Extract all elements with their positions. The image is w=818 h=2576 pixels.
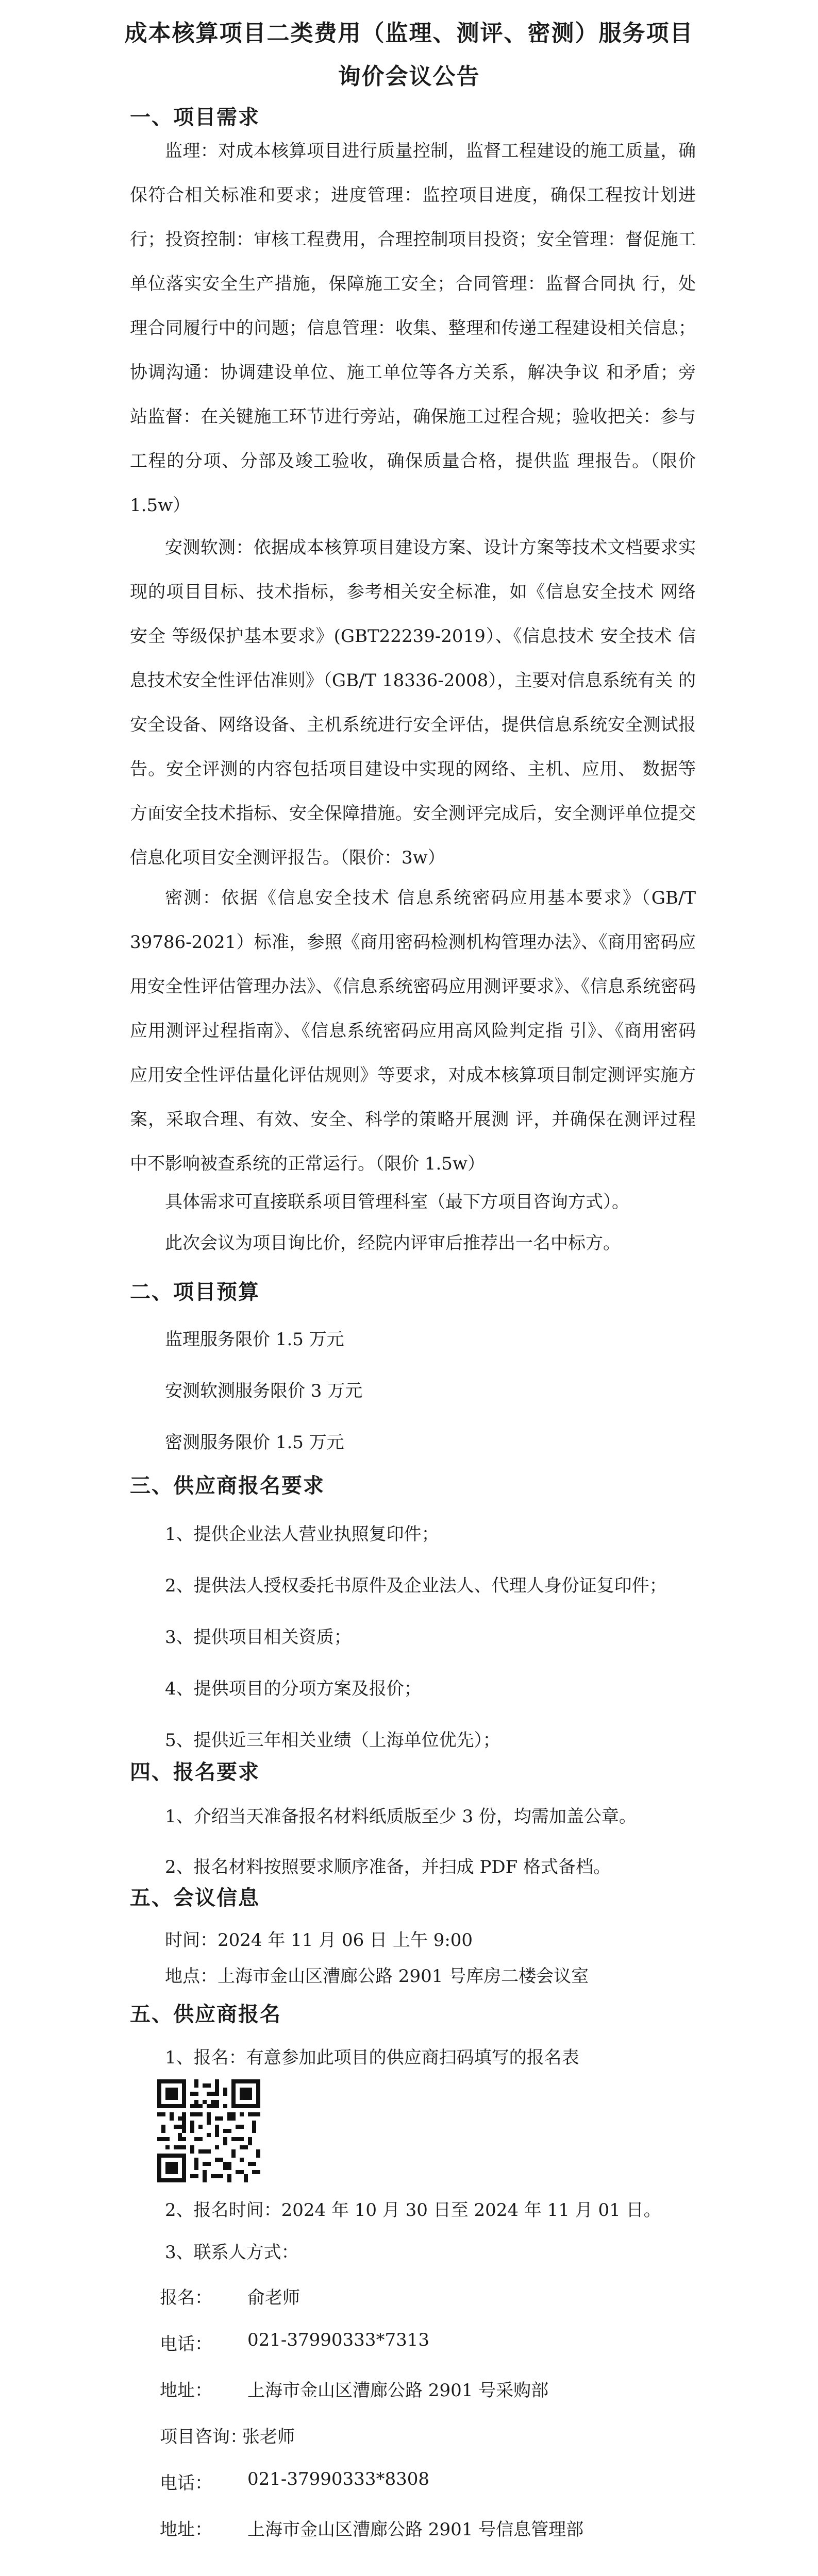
contact-heading: 3、联系人方式： bbox=[165, 2242, 299, 2263]
requirement-item: 1、提供企业法人营业执照复印件； bbox=[165, 1524, 439, 1545]
paragraph-selection-note: 此次会议为项目询比价，经院内评审后推荐出一名中标方。 bbox=[165, 1233, 621, 1253]
section-heading-supplier-registration: 五、供应商报名 bbox=[130, 2002, 281, 2026]
budget-item-crypto-testing: 密测服务限价 1.5 万元 bbox=[165, 1432, 344, 1453]
contact-value-phone: 021-37990333*7313 bbox=[247, 2330, 429, 2350]
meeting-time: 时间：2024 年 11 月 06 日 上午 9:00 bbox=[165, 1930, 473, 1951]
contact-label-phone: 电话： bbox=[160, 2473, 212, 2494]
section-heading-registration-requirements: 四、报名要求 bbox=[130, 1760, 260, 1784]
requirement-item: 4、提供项目的分项方案及报价； bbox=[165, 1679, 422, 1699]
budget-item-security-testing: 安测软测服务限价 3 万元 bbox=[165, 1381, 363, 1401]
section-heading-supplier-requirements: 三、供应商报名要求 bbox=[130, 1473, 325, 1498]
paragraph-crypto-testing: 密测：依据《信息安全技术 信息系统密码应用基本要求》（GB/T 39786-2021）标准，参照《商用密码检测机构管理办法》、《商用密码应 用安全性评估管理办法》、《信息系统密码应用测评要求》、《信息系统密码应用测评过程指南》、《信息系统密码应用高风险判定指 引》、《商用密码应用安全性评估量化评估规则》等要求，对成本核算项目制定测评实施方案，采取合理、有效、安全、科学的策略开展测 评，并确保在测评过程中不影响被查系统的正常运行。（限价 1.5w） bbox=[130, 888, 696, 1174]
requirement-item: 3、提供项目相关资质； bbox=[165, 1627, 352, 1648]
section-heading-meeting-info: 五、会议信息 bbox=[130, 1886, 260, 1910]
title-line-2: 询价会议公告 bbox=[338, 63, 480, 90]
registration-instruction: 1、报名：有意参加此项目的供应商扫码填写的报名表 bbox=[165, 2047, 579, 2068]
contact-value-phone: 021-37990333*8308 bbox=[247, 2469, 429, 2489]
registration-requirement-item: 1、介绍当天准备报名材料纸质版至少 3 份，均需加盖公章。 bbox=[165, 1806, 637, 1827]
budget-item-supervision: 监理服务限价 1.5 万元 bbox=[165, 1329, 344, 1350]
contact-value-address: 上海市金山区漕廊公路 2901 号采购部 bbox=[247, 2380, 549, 2401]
requirement-item: 5、提供近三年相关业绩（上海单位优先）； bbox=[165, 1730, 500, 1751]
requirement-item: 2、提供法人授权委托书原件及企业法人、代理人身份证复印件； bbox=[165, 1575, 667, 1596]
registration-time: 2、报名时间：2024 年 10 月 30 日至 2024 年 11 月 01 日。 bbox=[165, 2200, 661, 2221]
contact-label-registration: 报名： bbox=[160, 2287, 212, 2308]
contact-value-address: 上海市金山区漕廊公路 2901 号信息管理部 bbox=[247, 2519, 584, 2540]
registration-requirement-item: 2、报名材料按照要求顺序准备，并扫成 PDF 格式备档。 bbox=[165, 1857, 611, 1877]
paragraph-supervision: 监理：对成本核算项目进行质量控制，监督工程建设的施工质量，确保符合相关标准和要求；进度管理：监控项目进度，确保工程按计划进 行；投资控制：审核工程费用，合理控制项目投资；安全管理：督促施工单位落实安全生产措施，保障施工安全；合同管理：监督合同执 行，处理合同履行中的问题；信息管理：收集、整理和传递工程建设相关信息；协调沟通：协调建设单位、施工单位等各方关系，解决争议 和矛盾；旁站监督：在关键施工环节进行旁站，确保施工过程合规；验收把关：参与工程的分项、分部及竣工验收，确保质量合格，提供监 理报告。（限价 1.5w） bbox=[130, 141, 696, 516]
title-line-1: 成本核算项目二类费用（监理、测评、密测）服务项目 bbox=[124, 20, 694, 46]
contact-label-address: 地址： bbox=[160, 2380, 212, 2401]
contact-value-registration: 俞老师 bbox=[247, 2287, 300, 2308]
contact-value-consulting: 张老师 bbox=[242, 2427, 295, 2447]
section-heading-requirements: 一、项目需求 bbox=[130, 105, 260, 129]
meeting-location: 地点：上海市金山区漕廊公路 2901 号库房二楼会议室 bbox=[165, 1966, 589, 1987]
section-heading-budget: 二、项目预算 bbox=[130, 1280, 260, 1304]
paragraph-contact-note: 具体需求可直接联系项目管理科室（最下方项目咨询方式）。 bbox=[165, 1192, 629, 1212]
contact-label-consulting: 项目咨询： bbox=[160, 2427, 247, 2447]
qr-code-icon[interactable] bbox=[157, 2079, 260, 2182]
contact-label-phone: 电话： bbox=[160, 2334, 212, 2354]
paragraph-security-testing: 安测软测：依据成本核算项目建设方案、设计方案等技术文档要求实现的项目目标、技术指标，参考相关安全标准，如《信息安全技术 网络安全 等级保护基本要求》(GBT22239-2019）、《信息技术 安全技术 信息技术安全性评估准则》（GB/T 18336-2008），主要对信息系统有关 的安全设备、网络设备、主机系统进行安全评估，提供信息系统安全测试报告。安全评测的内容包括项目建设中实现的网络、主机、应用、 数据等方面安全技术指标、安全保障措施。安全测评完成后，安全测评单位提交信息化项目安全测评报告。（限价：3w） bbox=[130, 537, 696, 868]
contact-label-address: 地址： bbox=[160, 2519, 212, 2540]
